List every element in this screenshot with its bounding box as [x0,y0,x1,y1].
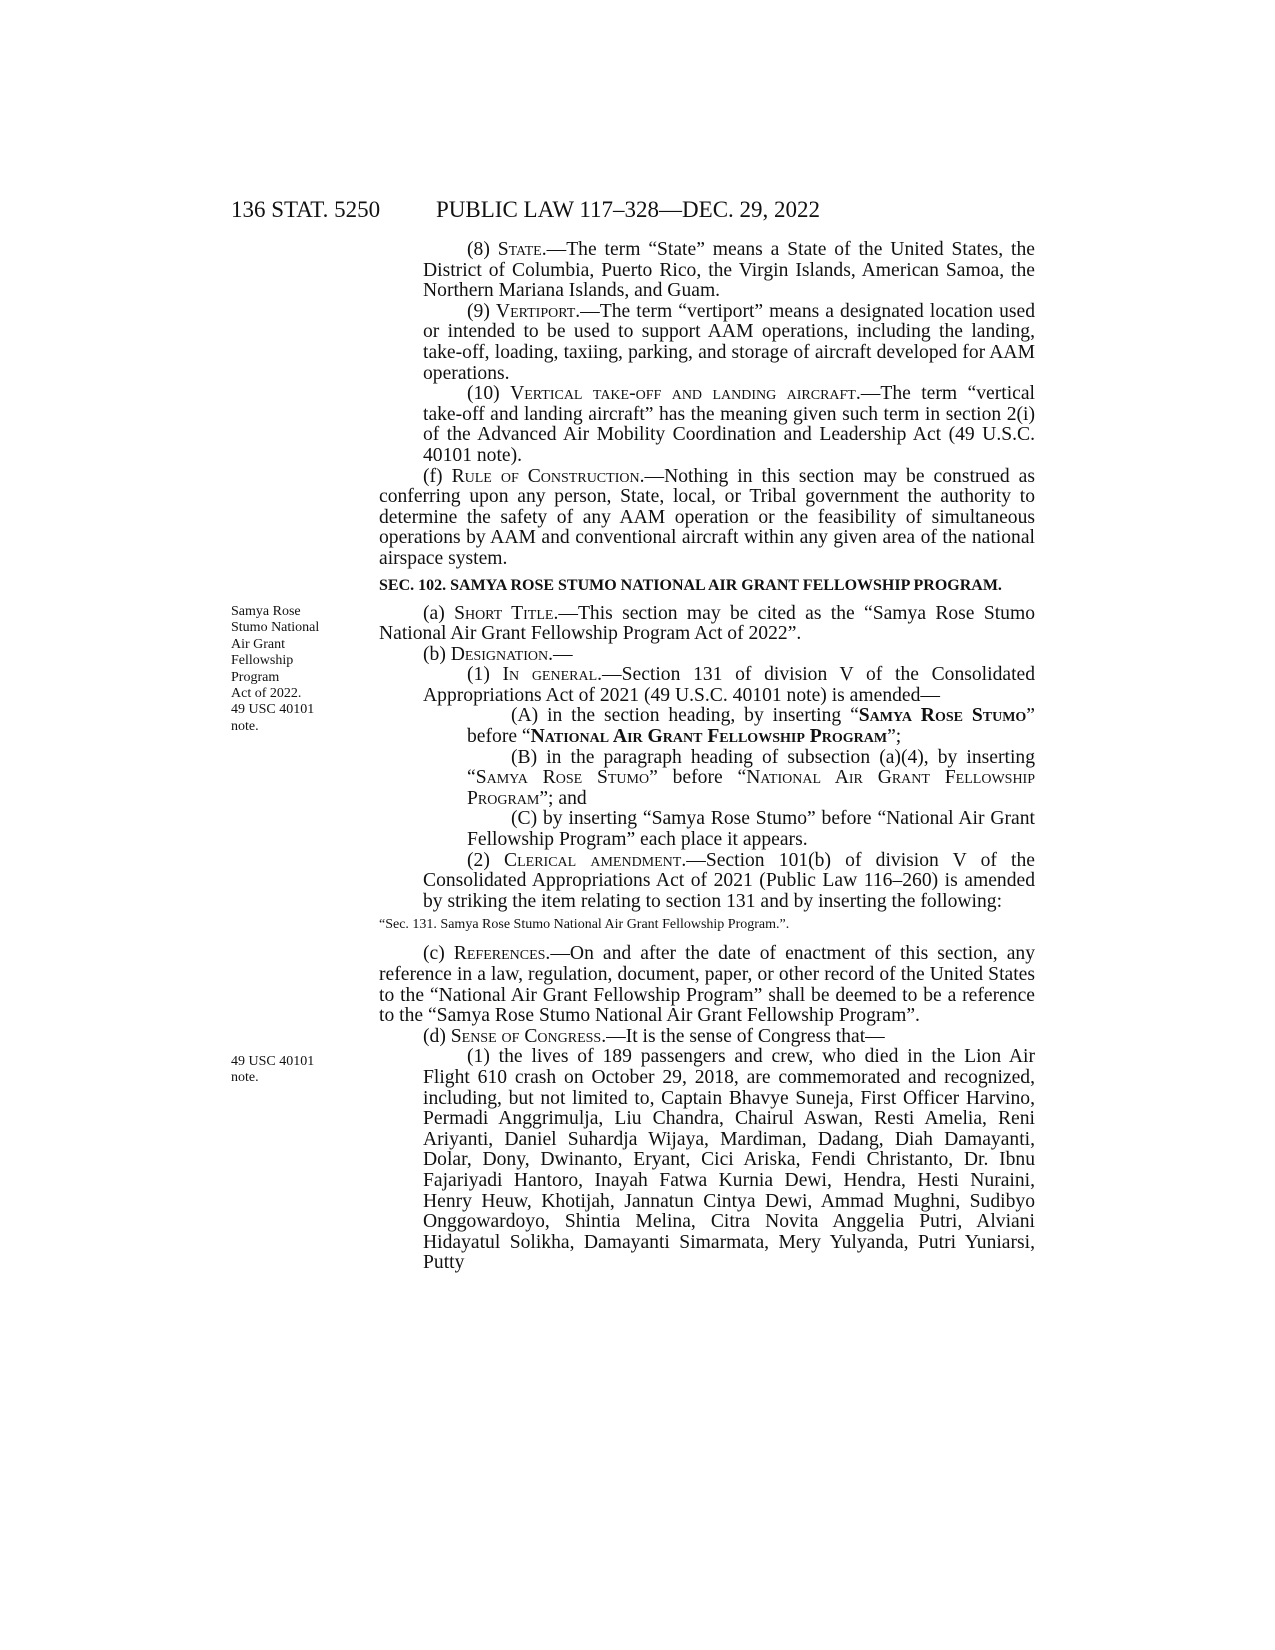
paragraph-9-vertiport: (9) Vertiport.—The term “vertiport” means a designated location used or intended to be used to support AAM operations, including the landing, take-off, loading, taxiing, parking, and storage of aircraft developed for AAM operations. [423,300,1036,384]
subsection-c-references: (c) References.—On and after the date of enactment of this section, any reference in a law, regulation, document, paper, or other record of the United States to the “National Air Grant Fellowship Program” shall be deemed to be a reference to the “Samya Rose Stumo National Air Grant Fellowship Program”. [379,943,1035,1027]
paragraph-d1-victims: (1) the lives of 189 passengers and crew, who died in the Lion Air Flight 610 crash on October 29, 2018, are commemorated and recognized, including, but not limited to, Captain Bhavye Suneja, First Officer Harvino, Permadi Anggrimulja, Liu Chandra, Chairul Aswan, Resti Amelia, Reni Ariyanti, Daniel Suhardja Wijaya, Mardiman, Dadang, Diah Damayanti, Dolar, Dony, Dwinanto, Eryant, Cici Ariska, Fendi Christanto, Dr. Ibnu Fajariyadi Hantoro, Inayah Fatwa Kurnia Dewi, Hendra, Hesti Nuraini, Henry Heuw, Khotijah, Jannatun Cintya Dewi, Ammad Mughni, Sudibyo Onggowardoyo, Shintia Melina, Citra Novita Anggelia Putri, Alviani Hidayatul Solikha, Damayanti Simarmata, Mery Yulyanda, Putri Yuniarsi, Putty [423,1046,1035,1274]
subsection-a-short-title: (a) Short Title.—This section may be cited as the “Samya Rose Stumo National Air Grant Fellowship Program Act of 2022”. [379,602,1035,645]
paragraph-heading: Vertiport [495,300,576,322]
body-text [379,240,1035,1274]
paragraph-heading: In general [502,664,598,686]
subparagraph-B: (B) in the paragraph heading of subsection (a)(4), by inserting “Samya Rose Stumo” before “National Air Grant Fellowship Program”; and [467,746,1035,809]
margin-note-line: 49 USC 40101 [231,702,315,718]
paragraph-heading: Vertical take-off and landing aircraft [510,383,856,405]
inserted-text-small-caps: Samya Rose Stumo [475,767,650,789]
subsection-f-rule-of-construction: (f) Rule of Construction.—Nothing in this section may be construed as conferring upon any person, State, local, or Tribal government the authority to determine the safety of any AAM operation or the feasibility of simultaneous operations by AAM and conventional aircraft within any given area of the national airspace system. [379,465,1036,569]
paragraph-b2-clerical-amendment: (2) Clerical amendment.—Section 101(b) of division V of the Consolidated Appropriations Act of 2021 (Public Law 116–260) is amended by striking the item relating to section 131 and by inserting the following: [423,849,1035,912]
margin-note-line: Stumo National [231,620,320,636]
paragraph-10-vtol: (10) Vertical take-off and landing aircraft.—The term “vertical take-off and landing aircraft” has the meaning given such term in section 2(i) of the Advanced Air Mobility Coordination and Leadership Act (49 U.S.C. 40101 note). [423,383,1035,466]
subsection-heading: Designation [450,643,549,665]
page-header [231,190,1031,230]
paragraph-b1-in-general: (1) In general.—Section 131 of division V of the Consolidated Appropriations Act of 2021 (49 U.S.C. 40101 note) is amended— [423,664,1036,706]
subsection-heading: Rule of Construction [451,465,640,487]
subsection-d-sense-of-congress: (d) Sense of Congress.—It is the sense of Congress that— [423,1025,885,1047]
inserted-text-bold: Samya Rose Stumo [858,705,1027,727]
paragraph-8-state: (8) State.—The term “State” means a State of the United States, the District of Columbia, Puerto Rico, the Virgin Islands, American Samoa, the Northern Mariana Islands, and Guam. [423,239,1035,302]
subparagraph-C: (C) by inserting “Samya Rose Stumo” before “National Air Grant Fellowship Program” each place it appears. [467,808,1035,851]
margin-note-line: Program [231,669,280,685]
public-law-title: PUBLIC LAW 117–328—DEC. 29, 2022 [436,197,821,222]
margin-note-line: note. [231,1070,259,1086]
section-heading: SEC. 102. SAMYA ROSE STUMO NATIONAL AIR GRANT FELLOWSHIP PROGRAM. [379,576,1002,594]
subsection-b-designation: (b) Designation.— [423,643,573,665]
stat-page-number: 136 STAT. 5250 [231,197,381,222]
margin-note-line: Fellowship [231,653,294,669]
inserted-text-small-caps: National Air Grant Fellowship Program [467,767,1035,809]
margin-note-line: Samya Rose [231,604,301,619]
table-of-contents-item: “Sec. 131. Samya Rose Stumo National Air Grant Fellowship Program.”. [379,917,790,933]
margin-note-line: note. [231,718,259,734]
subsection-heading: Sense of Congress [450,1025,602,1047]
margin-note-line: 49 USC 40101 [231,1054,315,1069]
subsection-heading: References [453,943,546,965]
paragraph-heading: Clerical amendment [504,849,682,871]
margin-note-short-title [231,604,351,735]
margin-note-references [231,1054,351,1087]
subsection-heading: Short Title [454,602,554,624]
inserted-text-bold: National Air Grant Fellowship Program [530,726,888,748]
paragraph-heading: State [497,239,542,260]
subparagraph-A: (A) in the section heading, by inserting “Samya Rose Stumo” before “National Air Grant Fellowship Program”; [467,705,1035,748]
margin-note-line: Act of 2022. [231,686,302,702]
margin-note-line: Air Grant [231,636,286,652]
